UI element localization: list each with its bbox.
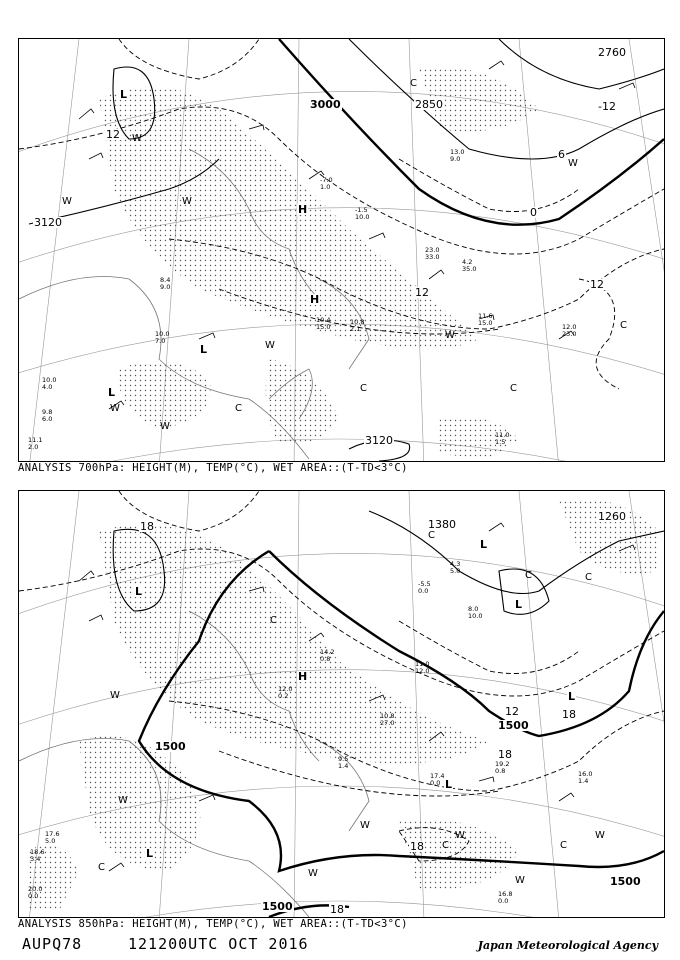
contour-label: 1380 xyxy=(428,518,456,531)
contour-label: 1500 xyxy=(155,740,186,753)
station-dewpoint-depression: 0.2 xyxy=(278,692,289,700)
station-dewpoint-depression: 1.4 xyxy=(578,777,589,785)
station-temp: 23.0 xyxy=(425,246,440,254)
warm-mark: W xyxy=(160,421,170,432)
station-temp: 10.8 xyxy=(380,712,395,720)
agency-credit: Japan Meteorological Agency xyxy=(477,939,658,952)
cold-mark: C xyxy=(360,383,367,394)
low-center: L xyxy=(135,585,143,598)
warm-mark: W xyxy=(308,868,318,879)
station-dewpoint-depression: 35.0 xyxy=(462,265,477,273)
station-temp: 17.6 xyxy=(45,830,60,838)
warm-mark: W xyxy=(110,690,120,701)
isotherm-label: 0 xyxy=(530,206,537,219)
station-dewpoint-depression: 10.0 xyxy=(468,612,483,620)
panel-caption-700hpa: ANALYSIS 700hPa: HEIGHT(M), TEMP(°C), WET AREA::(T-TD<3°C) xyxy=(18,462,408,474)
cold-mark: C xyxy=(410,78,417,89)
station-temp: 12.0 xyxy=(278,685,293,693)
isotherm-label: 18 xyxy=(140,520,154,533)
station-temp: 10.8 xyxy=(350,318,365,326)
map-panel-700hpa xyxy=(18,38,665,462)
contour-label: 1500 xyxy=(610,875,641,888)
contour-label: 1500 xyxy=(498,719,529,732)
station-dewpoint-depression: 7.0 xyxy=(155,337,166,345)
cold-mark: C xyxy=(510,383,517,394)
isotherm-label: 12 xyxy=(106,128,120,141)
station-dewpoint-depression: 4.0 xyxy=(42,383,53,391)
warm-mark: W xyxy=(360,820,370,831)
station-dewpoint-depression: 1.0 xyxy=(320,183,331,191)
station-temp: 9.8 xyxy=(42,408,53,416)
cold-mark: C xyxy=(98,862,105,873)
station-temp: 8.0 xyxy=(468,605,479,613)
station-temp: 11.0 xyxy=(495,431,510,439)
high-center: H xyxy=(298,203,308,216)
contour-label: 3120 xyxy=(365,434,393,447)
warm-mark: W xyxy=(62,196,72,207)
isotherm-label: 18 xyxy=(498,748,512,761)
station-dewpoint-depression: 15.0 xyxy=(316,323,331,331)
map-panel-850hpa xyxy=(18,490,665,918)
isotherm-label: -12 xyxy=(598,100,616,113)
station-temp: 18.6 xyxy=(30,848,45,856)
cold-mark: C xyxy=(525,570,532,581)
station-temp: -7.0 xyxy=(320,176,333,184)
station-temp: 19.2 xyxy=(495,760,510,768)
high-center: H xyxy=(298,670,308,683)
station-dewpoint-depression: 2.0 xyxy=(28,443,39,451)
station-dewpoint-depression: 6.0 xyxy=(42,415,53,423)
station-temp: 13.0 xyxy=(450,148,465,156)
high-center: H xyxy=(310,293,320,306)
chart-id: AUPQ78 xyxy=(22,935,83,953)
station-dewpoint-depression: 10.0 xyxy=(355,213,370,221)
station-dewpoint-depression: 0.0 xyxy=(28,892,39,900)
station-temp: 10.0 xyxy=(42,376,57,384)
low-center: L xyxy=(445,778,453,791)
station-temp: 10.0 xyxy=(155,330,170,338)
warm-mark: W xyxy=(568,158,578,169)
isotherm-label: 18 xyxy=(410,840,424,853)
station-temp: 12.0 xyxy=(562,323,577,331)
station-dewpoint-depression: 0.0 xyxy=(498,897,509,905)
low-center: L xyxy=(515,598,523,611)
station-dewpoint-depression: 5.0 xyxy=(45,837,56,845)
isotherm-label: 6 xyxy=(558,148,565,161)
cold-mark: C xyxy=(235,403,242,414)
contour-label: 1260 xyxy=(598,510,626,523)
cold-mark: C xyxy=(560,840,567,851)
station-dewpoint-depression: 33.0 xyxy=(425,253,440,261)
warm-mark: W xyxy=(132,133,142,144)
warm-mark: W xyxy=(110,403,120,414)
low-center: L xyxy=(200,343,208,356)
contour-label: 2760 xyxy=(598,46,626,59)
station-temp: 11.1 xyxy=(28,436,43,444)
cold-mark: C xyxy=(270,615,277,626)
warm-mark: W xyxy=(182,196,192,207)
warm-mark: W xyxy=(515,875,525,886)
station-dewpoint-depression: 15.0 xyxy=(478,319,493,327)
isotherm-label: 12 xyxy=(415,286,429,299)
station-dewpoint-depression: 27.0 xyxy=(380,719,395,727)
low-center: L xyxy=(480,538,488,551)
station-temp: 17.4 xyxy=(430,772,445,780)
contour-label: 2850 xyxy=(415,98,443,111)
map-canvas-850hpa xyxy=(19,491,664,917)
isotherm-label: 12 xyxy=(505,705,519,718)
low-center: L xyxy=(120,88,128,101)
cold-mark: C xyxy=(442,840,449,851)
isotherm-label: 12 xyxy=(590,278,604,291)
station-temp: -1.5 xyxy=(355,206,368,214)
station-dewpoint-depression: 0.0 xyxy=(418,587,429,595)
contour-label: 3120 xyxy=(34,216,62,229)
isotherm-label: 18 xyxy=(330,903,344,916)
station-temp: 4.3 xyxy=(450,560,461,568)
station-temp: 20.0 xyxy=(28,885,43,893)
station-dewpoint-depression: 0.8 xyxy=(320,655,331,663)
station-temp: 11.6 xyxy=(478,312,493,320)
valid-time: 121200UTC OCT 2016 xyxy=(128,935,309,953)
station-dewpoint-depression: 12.0 xyxy=(415,667,430,675)
station-dewpoint-depression: 3.4 xyxy=(30,855,41,863)
isotherm-label: 18 xyxy=(562,708,576,721)
station-temp: 8.4 xyxy=(160,276,171,284)
station-dewpoint-depression: 9.0 xyxy=(160,283,171,291)
station-temp: 10.4 xyxy=(316,316,331,324)
contour-label: 1500 xyxy=(262,900,293,913)
station-dewpoint-depression: 23.0 xyxy=(562,330,577,338)
panel-caption-850hpa: ANALYSIS 850hPa: HEIGHT(M), TEMP(°C), WET AREA::(T-TD<3°C) xyxy=(18,918,408,930)
station-temp: 11.0 xyxy=(415,660,430,668)
station-dewpoint-depression: 0.0 xyxy=(430,779,441,787)
warm-mark: W xyxy=(118,795,128,806)
station-dewpoint-depression: 1.4 xyxy=(338,762,349,770)
cold-mark: C xyxy=(428,530,435,541)
cold-mark: C xyxy=(620,320,627,331)
low-center: L xyxy=(568,690,576,703)
station-temp: 16.0 xyxy=(578,770,593,778)
low-center: L xyxy=(146,847,154,860)
warm-mark: W xyxy=(455,830,465,841)
station-dewpoint-depression: 2.1 xyxy=(350,325,361,333)
contour-label: 3000 xyxy=(310,98,341,111)
station-dewpoint-depression: 1.5 xyxy=(495,438,506,446)
warm-mark: W xyxy=(595,830,605,841)
station-temp: -5.5 xyxy=(418,580,431,588)
warm-mark: W xyxy=(265,340,275,351)
station-dewpoint-depression: 0.8 xyxy=(495,767,506,775)
station-temp: 16.8 xyxy=(498,890,513,898)
low-center: L xyxy=(108,386,116,399)
station-temp: 4.2 xyxy=(462,258,473,266)
warm-mark: W xyxy=(445,330,455,341)
cold-mark: C xyxy=(585,572,592,583)
station-temp: 9.5 xyxy=(338,755,349,763)
station-dewpoint-depression: 5.0 xyxy=(450,567,461,575)
station-temp: 14.2 xyxy=(320,648,335,656)
station-dewpoint-depression: 9.0 xyxy=(450,155,461,163)
